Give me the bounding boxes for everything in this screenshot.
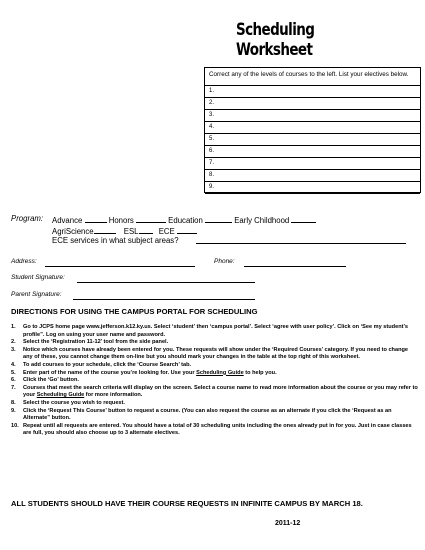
direction-step-1: 1. Go to JCPS home page www.jefferson.k12.ky.us. Select ‘student’ then ‘campus portal’. Select ‘agree with user policy’. Click on ‘See my student’s profile”. Log on using your user name and password. [11, 324, 408, 338]
elective-row[interactable]: 1. [205, 85, 420, 97]
elective-row[interactable]: 7. [205, 157, 420, 169]
elective-row[interactable] [205, 193, 420, 205]
student-signature-line[interactable] [77, 282, 255, 283]
elective-row[interactable]: 4. [205, 121, 420, 133]
parent-signature-label: Parent Signature: [11, 291, 62, 298]
direction-step-6: 6. Click the ‘Go’ button. [11, 377, 79, 384]
ece-services-label: ECE services in what subject areas? [52, 236, 179, 245]
direction-step-3: 3. Notice which courses have already been entered for you. These requests will show under the ‘Required Courses’ category. If you need to change any of these, you cannot change them on-line but you should mark your changes in the table at the top right of this worksheet. [11, 346, 409, 361]
program-option-advance: Advance [52, 216, 83, 225]
directions-list [11, 324, 419, 438]
program-option-early-childhood: Early Childhood [234, 216, 290, 225]
elective-row[interactable]: 9. [205, 181, 420, 193]
esl-blank[interactable] [139, 225, 153, 234]
direction-step-9: 9. Click the ‘Request This Course’ button to request a course. (You can also request the course as an alternate if you click the ‘Request as an Alternate” button. [11, 407, 392, 422]
elective-row[interactable]: 8. [205, 169, 420, 181]
ece-blank[interactable] [177, 225, 197, 234]
honors-blank[interactable] [136, 214, 166, 223]
elective-row[interactable]: 2. [205, 97, 420, 109]
early-childhood-blank[interactable] [291, 214, 316, 223]
address-line[interactable] [45, 266, 195, 267]
direction-step-5: 5. Enter part of the name of the course you’re looking for. Use your Scheduling Guide to help you. [11, 369, 277, 376]
ece-services-line[interactable] [196, 243, 406, 244]
direction-step-10: 10. Repeat until all requests are entered. You should have a total of 30 scheduling units including the ones already put in for you. Just in case classes are full, you should also choose up to 3 alternate electives. [11, 422, 412, 437]
direction-step-8: 8. Select the course you wish to request. [11, 399, 125, 406]
direction-step-2: 2. Select the ‘Registration 11-12’ tool from the side panel. [11, 339, 169, 346]
elective-row[interactable]: 6. [205, 145, 420, 157]
program-option-ece: ECE [158, 227, 175, 236]
electives-box [204, 67, 421, 193]
direction-step-7: 7. Courses that meet the search criteria will display on the screen. Select a course name to read more information about the course or you may refer to your Scheduling Guide for more information. [11, 384, 418, 399]
program-option-agriscience: AgriScience [52, 227, 94, 236]
phone-line[interactable] [244, 266, 346, 267]
parent-signature-line[interactable] [73, 299, 255, 300]
scheduling-guide-link[interactable]: Scheduling Guide [36, 392, 85, 399]
program-label: Program: [11, 214, 44, 223]
electives-box-header: Correct any of the levels of courses to the left. List your electives below. [209, 71, 409, 78]
education-blank[interactable] [205, 214, 232, 223]
school-year: 2011-12 [275, 520, 301, 527]
student-signature-label: Student Signature: [11, 274, 65, 281]
agriscience-blank[interactable] [94, 225, 116, 234]
direction-step-4: 4. To add courses to your schedule, click the ‘Course Search’ tab. [11, 361, 192, 368]
directions-title: DIRECTIONS FOR USING THE CAMPUS PORTAL FOR SCHEDULING [11, 307, 258, 316]
phone-label: Phone: [214, 258, 235, 265]
program-option-esl: ESL [123, 227, 139, 236]
program-option-education: Education [168, 216, 203, 225]
program-option-honors: Honors [108, 216, 134, 225]
page-title: Scheduling Worksheet [236, 20, 315, 60]
elective-row[interactable]: 3. [205, 109, 420, 121]
advance-blank[interactable] [85, 214, 107, 223]
address-label: Address: [11, 258, 37, 265]
scheduling-guide-link[interactable]: Scheduling Guide [196, 369, 244, 376]
elective-row[interactable]: 5. [205, 133, 420, 145]
deadline-notice: ALL STUDENTS SHOULD HAVE THEIR COURSE REQUESTS IN INFINITE CAMPUS BY MARCH 18. [11, 499, 363, 508]
